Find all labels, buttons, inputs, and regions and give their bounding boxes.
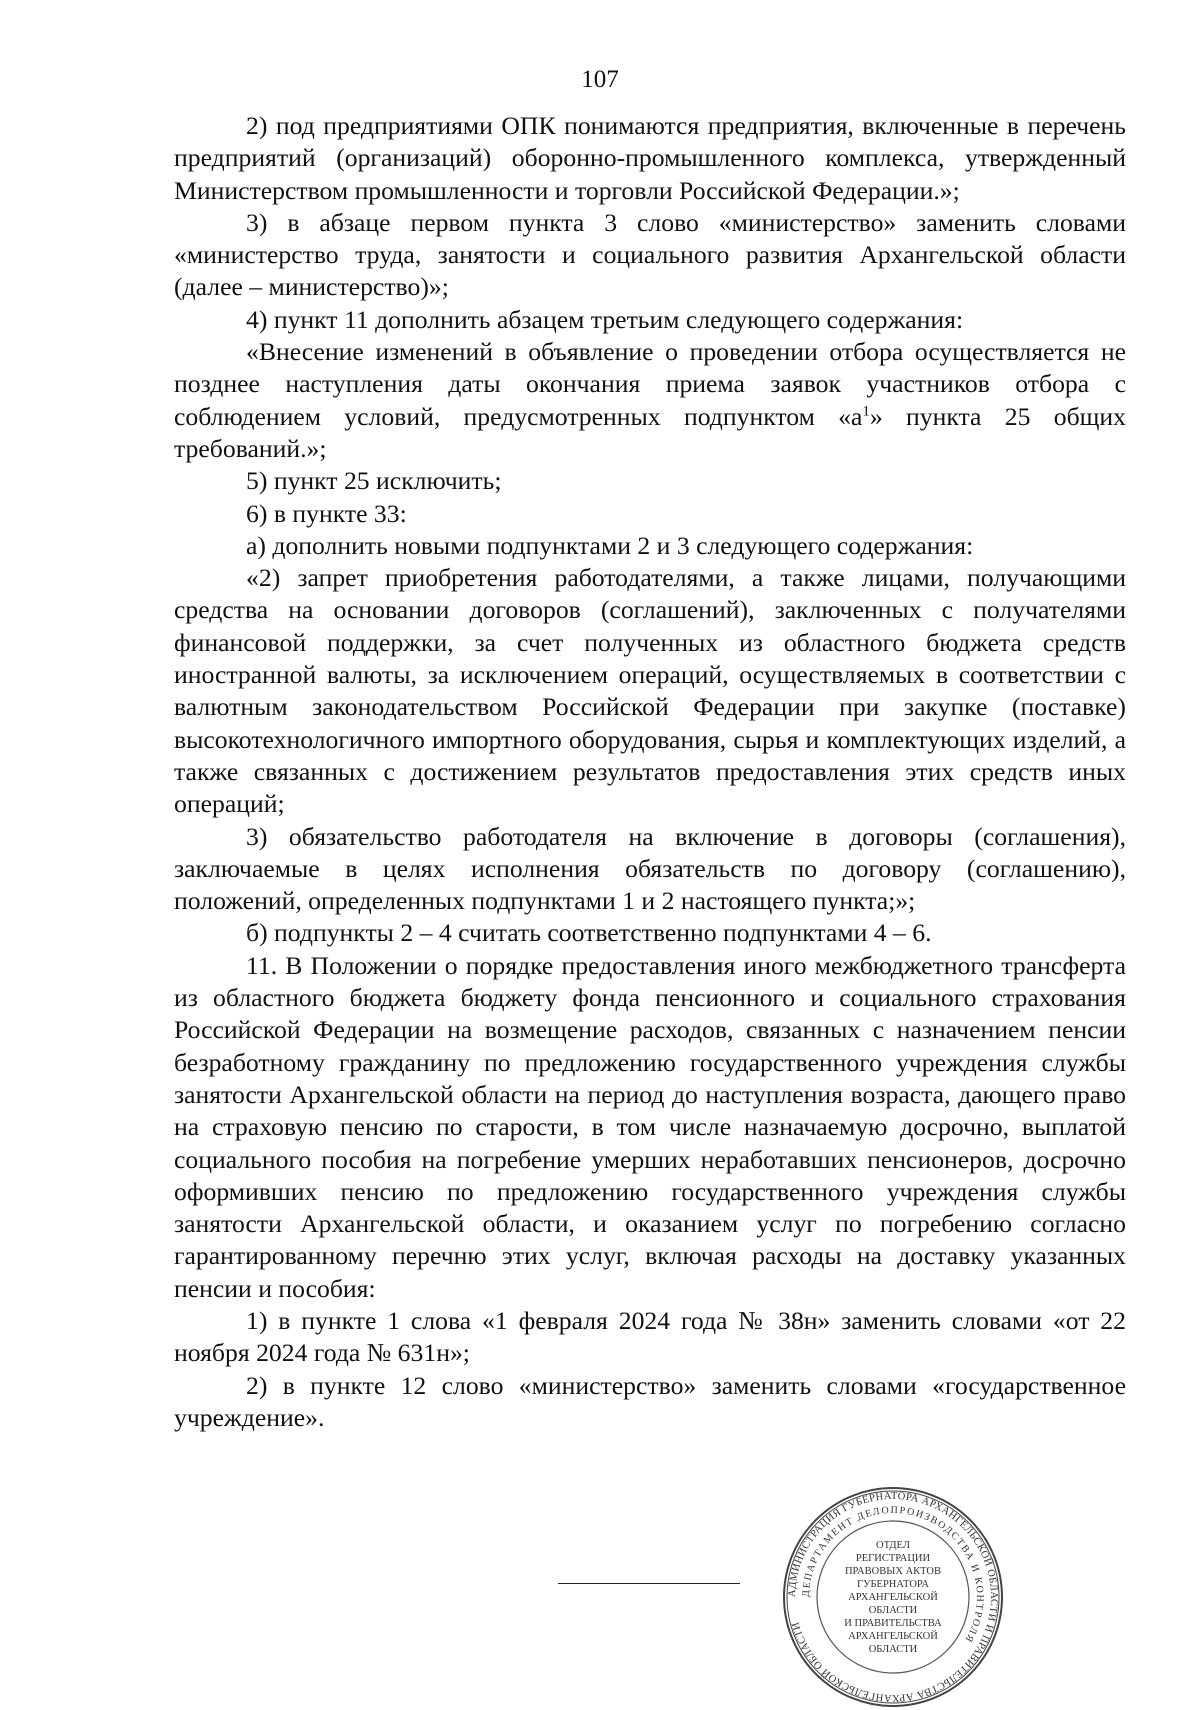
official-seal — [780, 1484, 1006, 1710]
page-number: 107 — [581, 66, 619, 93]
seal-center-line: АРХАНГЕЛЬСКОЙ — [848, 1631, 938, 1642]
paragraph: 6) в пункте 33: — [246, 498, 407, 528]
paragraph: 1) в пункте 1 слова «1 февраля 2024 года № 38н» заменить словами «от 22 ноября 2024 года № 631н»; — [174, 1305, 1126, 1368]
paragraph: 4) пункт 11 дополнить абзацем третьим следующего содержания: — [246, 304, 964, 334]
seal-center-line: РЕГИСТРАЦИИ — [855, 1553, 931, 1564]
seal-inner-text: ДЕПАРТАМЕНТ ДЕЛОПРОИЗВОДСТВА И КОНТРОЛЯ — [800, 1504, 986, 1646]
paragraph — [174, 336, 1126, 465]
seal-center-line: ОБЛАСТИ — [868, 1605, 918, 1616]
seal-center-line: ГУБЕРНАТОРА — [857, 1579, 929, 1590]
paragraph: «2) запрет приобретения работодателями, а также лицами, получающими средства на основании договоров (соглашений), заключенных с получателями финансовой поддержки, за счет полученных из областного бюджета средств иностранной валюты, за исключением операций, осуществляемых в соответствии с валютным законодательством Российской Федерации при закупке (поставке) высокотехнологичного импортного оборудования, сырья и комплектующих изделий, а также связанных с достижением результатов предоставления этих средств иных операций; — [174, 563, 1126, 819]
paragraph: 11. В Положении о порядке предоставления иного межбюджетного трансферта из областного бюджета бюджету фонда пенсионного и социального страхования Российской Федерации на возмещение расходов, связанных с назначением пенсии безработному гражданину по предложению государственного учреждения службы занятости Архангельской области на период до наступления возраста, дающего право на страховую пенсию по старости, в том числе назначаемую досрочно, выплатой социального пособия на погребение умерших неработавших пенсионеров, досрочно оформивших пенсию по предложению государственного учреждения службы занятости Архангельской области, и оказанием услуг по погребению согласно гарантированному перечню этих услуг, включая расходы на доставку указанных пенсии и пособия: — [174, 950, 1126, 1303]
seal-center-line: ОТДЕЛ — [876, 1540, 910, 1551]
paragraph: 5) пункт 25 исключить; — [246, 466, 502, 496]
seal-center-line: ПРАВОВЫХ АКТОВ — [844, 1566, 942, 1577]
paragraph: а) дополнить новыми подпунктами 2 и 3 следующего содержания: — [246, 530, 974, 560]
seal-center-line: АРХАНГЕЛЬСКОЙ — [848, 1592, 938, 1603]
paragraph: 2) под предприятиями ОПК понимаются предприятия, включенные в перечень предприятий (организаций) оборонно-промышленного комплекса, утвержденный Министерством промышленности и торговли Российской Федерации.»; — [174, 111, 1126, 205]
paragraph: 2) в пункте 12 слово «министерство» заменить словами «государственное учреждение». — [174, 1370, 1126, 1432]
document-body — [174, 110, 1126, 1434]
seal-center-line: ОБЛАСТИ — [868, 1644, 918, 1655]
paragraph-text: «Внесение изменений в объявление о проведении отбора осуществляется не позднее наступления даты окончания приема заявок участников отбора с соблюдением условий, предусмотренных подпунктом «а — [174, 337, 1126, 431]
paragraph: 3) обязательство работодателя на включение в договоры (соглашения), заключаемые в целях исполнения обязательств по договору (соглашению), положений, определенных подпунктами 1 и 2 настоящего пункта;»; — [174, 821, 1126, 916]
signature-line — [558, 1583, 740, 1584]
paragraph: 3) в абзаце первом пункта 3 слово «министерство» заменить словами «министерство труда, занятости и социального развития Архангельской области (далее – министерство)»; — [174, 207, 1126, 302]
superscript: 1 — [862, 403, 870, 420]
seal-center-line: И ПРАВИТЕЛЬСТВА — [844, 1618, 942, 1629]
seal-outer-text: АДМИНИСТРАЦИЯ ГУБЕРНАТОРА АРХАНГЕЛЬСКОЙ ОБЛАСТИ И ПРАВИТЕЛЬСТВА АРХАНГЕЛЬСКОЙ ОБЛАСТИ — [786, 1490, 1000, 1704]
paragraph: б) подпункты 2 – 4 считать соответственно подпунктами 4 – 6. — [246, 918, 932, 948]
paragraph-text: » пункта 25 общих требований.»; — [174, 401, 1127, 463]
